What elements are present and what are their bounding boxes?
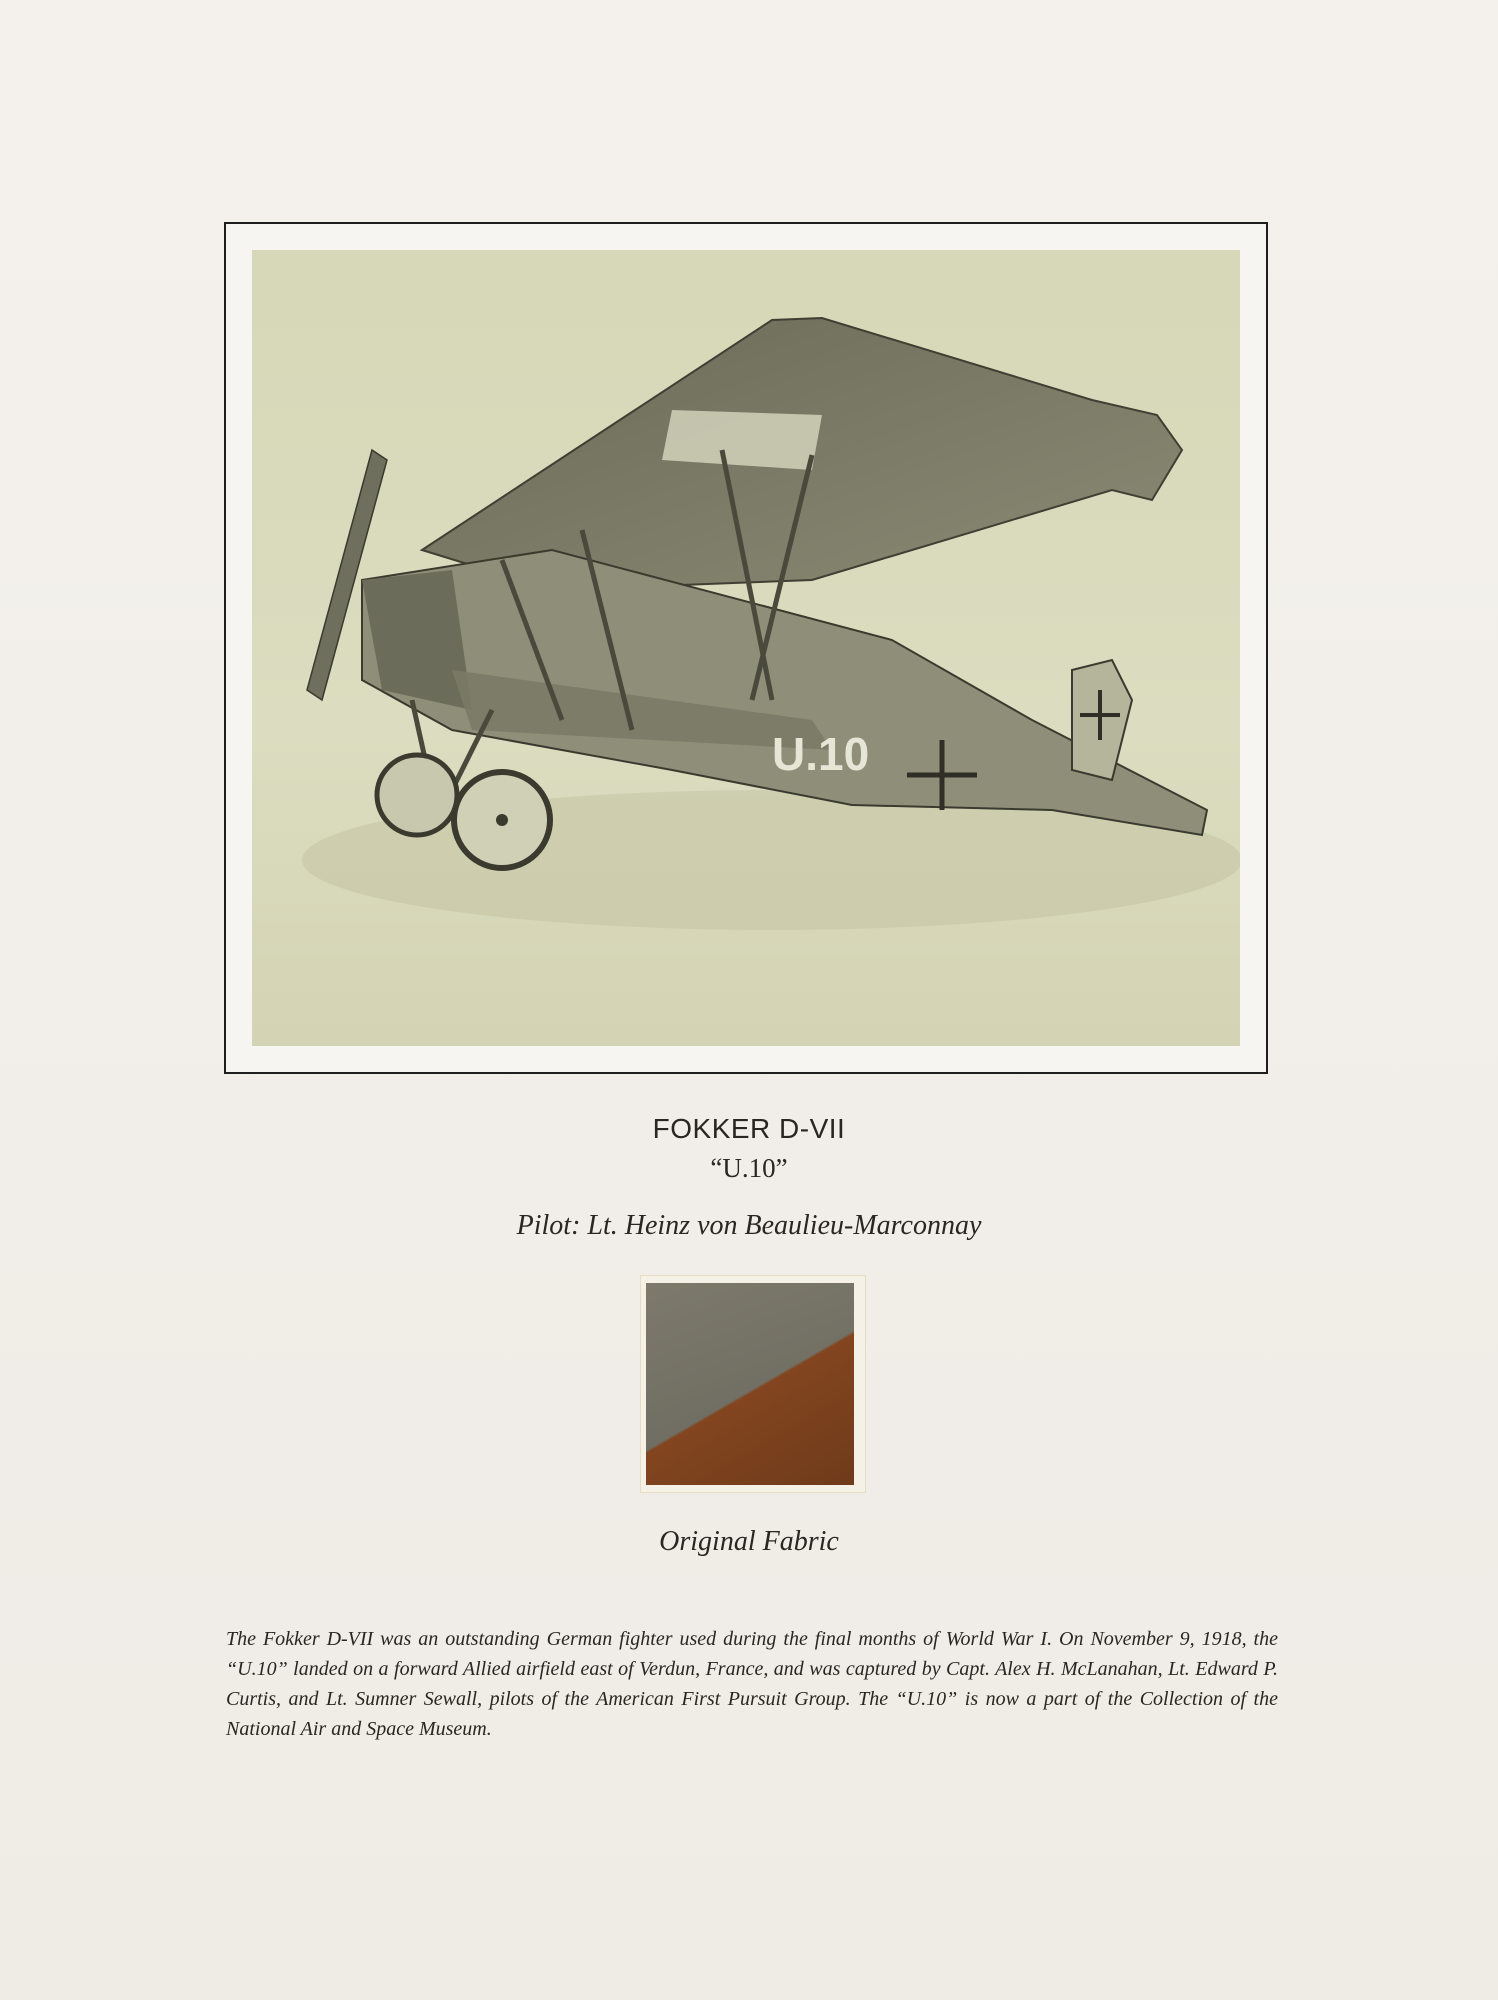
- aircraft-designation: “U.10”: [710, 1153, 788, 1183]
- photo-frame: [224, 222, 1268, 1074]
- u10-marking: U.10: [772, 728, 870, 780]
- wing-cutout: [662, 410, 822, 470]
- aircraft-title: FOKKER D-VII: [652, 1113, 846, 1144]
- fabric-caption: Original Fabric: [659, 1526, 839, 1557]
- original-fabric-swatch: [646, 1283, 854, 1485]
- pilot-caption: Pilot: Lt. Heinz von Beaulieu-Marconnay: [516, 1210, 982, 1241]
- fokker-biplane-illustration: [252, 250, 1240, 1046]
- fabric-brown-section: [646, 1283, 854, 1485]
- aircraft-photo: [252, 250, 1240, 1046]
- history-paragraph: The Fokker D-VII was an outstanding German fighter used during the final months of World War I. On November 9, 1918, the “U.10” landed on a forward Allied airfield east of Verdun, France, and was captured by Capt. Alex H. McLanahan, Lt. Edward P. Curtis, and Lt. Sumner Sewall, pilots of the American First Pursuit Group. The “U.10” is now a part of the Collection of the National Air and Space Museum.: [226, 1628, 1278, 1740]
